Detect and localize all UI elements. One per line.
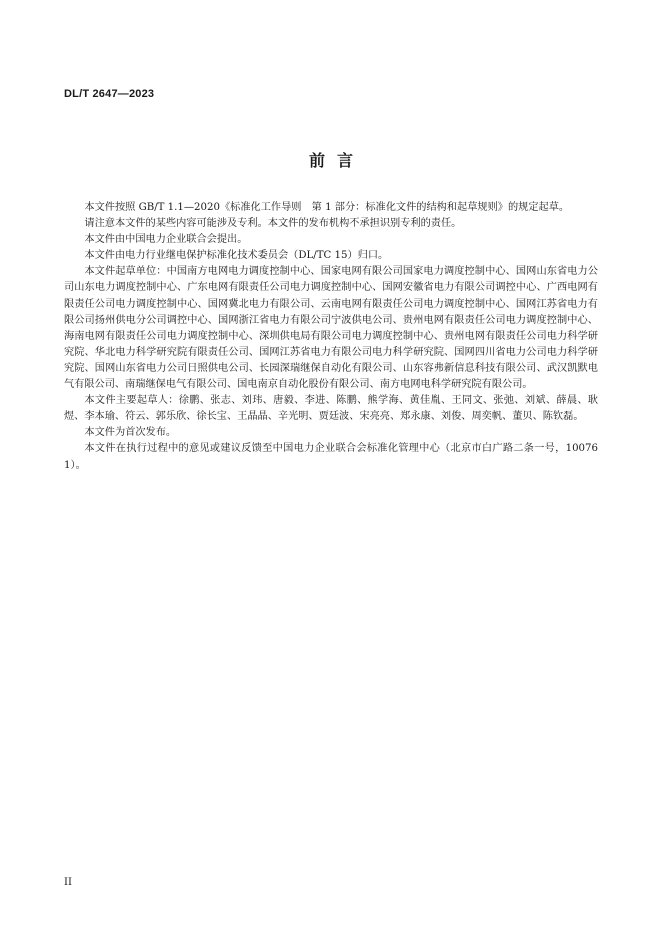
paragraph-technical-committee: 本文件由电力行业继电保护标准化技术委员会（DL/TC 15）归口。 [84,250,389,262]
page-number: II [64,877,72,888]
paragraph-feedback: 本文件在执行过程中的意见或建议反馈至中国电力企业联合会标准化管理中心（北京市白广路二条一号，100761）。 [64,443,598,471]
foreword-body [64,200,598,474]
standard-code: DL/T 2647—2023 [64,88,155,100]
paragraph-drafting-units: 本文件起草单位：中国南方电网电力调度控制中心、国家电网有限公司国家电力调度控制中心、国网山东省电力公司山东电力调度控制中心、广东电网有限责任公司电力调度控制中心、国网安徽省电力有限公司调控中心、广西电网有限责任公司电力调度控制中心、国网冀北电力有限公司、云南电网有限责任公司电力调度控制中心、国网江苏省电力有限公司扬州供电分公司调控中心、国网浙江省电力有限公司宁波供电公司、贵州电网有限责任公司电力调度控制中心、海南电网有限责任公司电力调度控制中心、深圳供电局有限公司电力调度控制中心、贵州电网有限责任公司电力科学研究院、华北电力科学研究院有限责任公司、国网江苏省电力有限公司电力科学研究院、国网四川省电力公司电力科学研究院、国网山东省电力公司日照供电公司、长园深瑞继保自动化有限公司、山东容弗新信息科技有限公司、武汉凯默电气有限公司、南瑞继保电气有限公司、国电南京自动化股份有限公司、南方电网电科学研究院有限公司。 [64,266,598,391]
paragraph-patent-notice: 请注意本文件的某些内容可能涉及专利。本文件的发布机构不承担识别专利的责任。 [84,218,462,230]
paragraph-drafters: 本文件主要起草人：徐鹏、张志、刘玮、唐毅、李进、陈鹏、熊学海、黄佳胤、王同文、张弛、刘斌、薛晨、耿煜、李本瑜、符云、郭乐欣、徐长宝、王晶晶、辛光明、贾廷波、宋亮亮、郑永康、刘俊、周奕帆、董贝、陈钦磊。 [64,395,598,423]
paragraph-proposer: 本文件由中国电力企业联合会提出。 [84,234,248,246]
paragraph-first-release: 本文件为首次发布。 [84,427,177,439]
page-title: 前言 [308,151,365,170]
paragraph-drafting-rules: 本文件按照 GB/T 1.1—2020《标准化工作导则 第 1 部分：标准化文件的结构和起草规则》的规定起草。 [84,202,570,213]
